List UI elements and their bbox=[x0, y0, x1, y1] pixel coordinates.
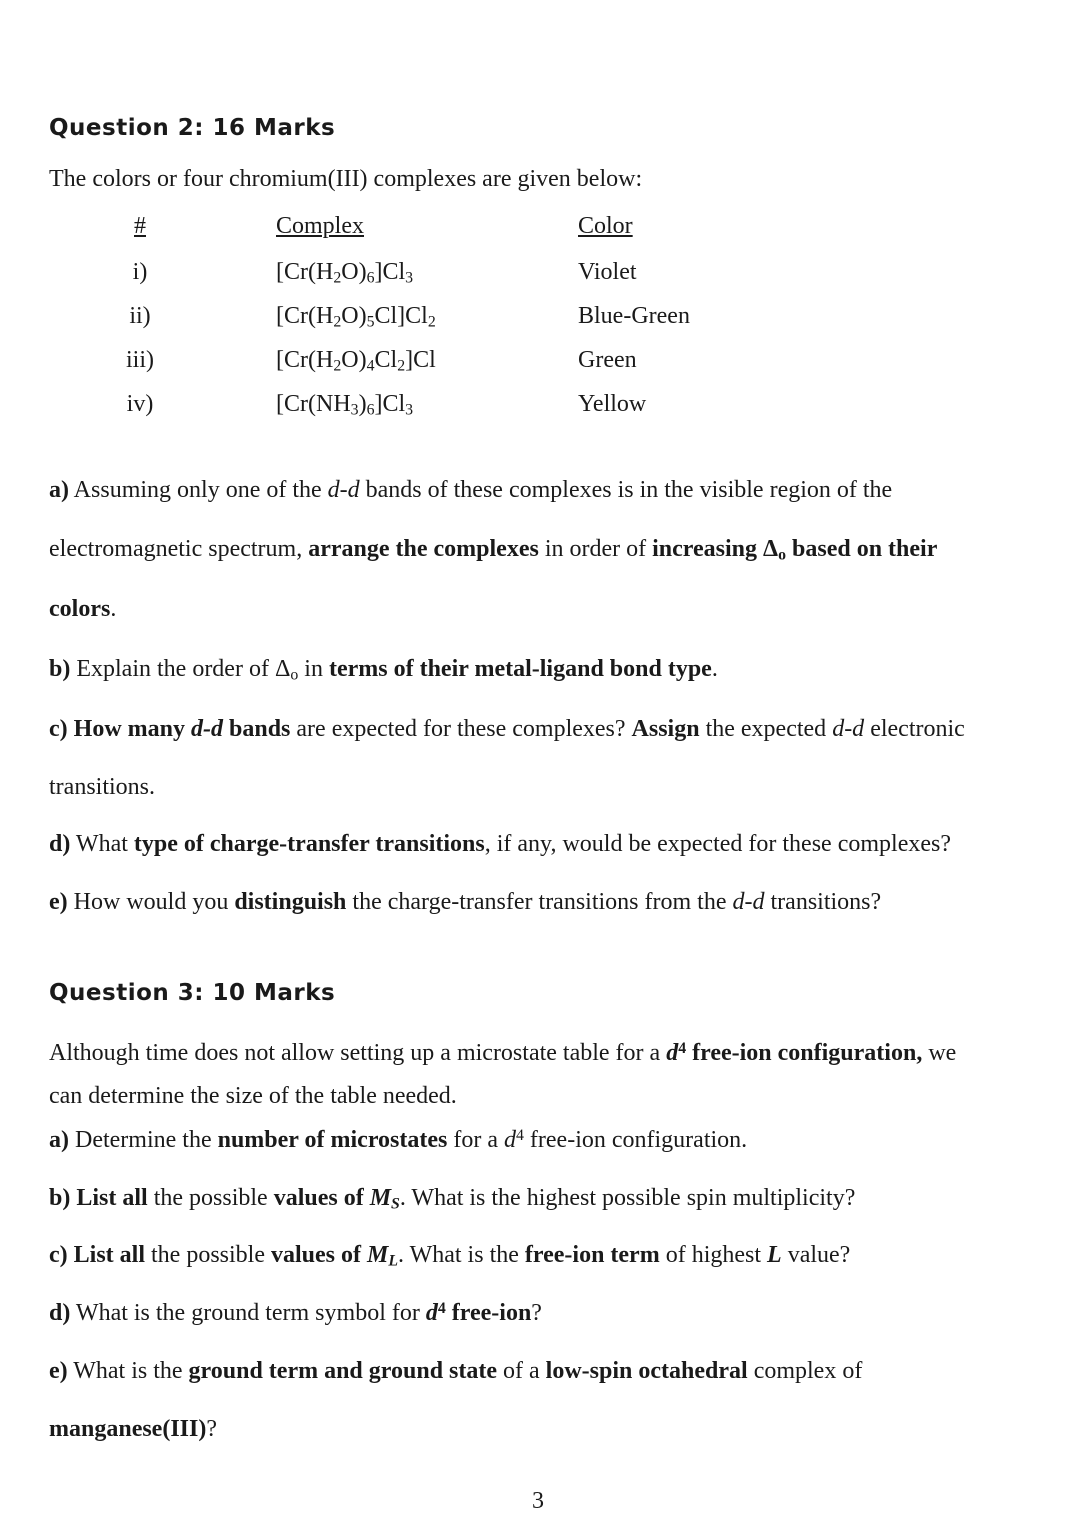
question-2-intro: The colors or four chromium(III) complexes are given below: bbox=[49, 166, 643, 192]
q3-part-b: b) List all the possible values of $M_S$. What is the highest possible spin multiplicity? bbox=[49, 1185, 856, 1213]
table-row-complex: $[Cr(NH_3)_6]Cl_3$ bbox=[276, 391, 414, 419]
question-2-heading: Question 2: 16 Marks bbox=[49, 115, 336, 141]
table-row-number: iii) bbox=[126, 347, 154, 373]
table-row-color: Blue-Green bbox=[578, 303, 690, 329]
table-header-complex: Complex bbox=[276, 213, 364, 239]
q2-part-a-line1: a) Assuming only one of the d-d bands of these complexes is in the visible region of the bbox=[49, 477, 893, 503]
q2-part-a-line3: colors. bbox=[49, 596, 117, 622]
table-row-color: Green bbox=[578, 347, 637, 373]
q2-part-b: b) Explain the order of $\Delta_o$ in terms of their metal-ligand bond type. bbox=[49, 656, 718, 684]
table-row-complex: $[Cr(H_2O)_5Cl]Cl_2$ bbox=[276, 303, 436, 331]
q3-part-d: d) What is the ground term symbol for $d^4$ free-ion? bbox=[49, 1299, 542, 1326]
q3-part-e-line1: e) What is the ground term and ground state of a low-spin octahedral complex of bbox=[49, 1358, 863, 1384]
q3-part-e-line2: manganese(III)? bbox=[49, 1416, 217, 1442]
q2-part-c-line2: transitions. bbox=[49, 774, 155, 800]
question-3-heading: Question 3: 10 Marks bbox=[49, 980, 336, 1006]
table-row-number: iv) bbox=[126, 391, 154, 417]
table-row-number: i) bbox=[132, 259, 148, 285]
page-number: 3 bbox=[532, 1488, 544, 1514]
table-header-number: # bbox=[134, 213, 146, 239]
q2-part-d: d) What type of charge-transfer transitions, if any, would be expected for these complexes? bbox=[49, 831, 951, 857]
q3-intro-line2: can determine the size of the table needed. bbox=[49, 1083, 457, 1109]
q2-part-e: e) How would you distinguish the charge-transfer transitions from the d-d transitions? bbox=[49, 889, 882, 915]
q2-part-c-line1: c) How many d-d bands are expected for these complexes? Assign the expected d-d electronic bbox=[49, 716, 965, 742]
q3-part-c: c) List all the possible values of $M_L$. What is the free-ion term of highest L value? bbox=[49, 1242, 851, 1270]
table-row-complex: $[Cr(H_2O)_4Cl_2]Cl$ bbox=[276, 347, 436, 375]
table-row-color: Violet bbox=[578, 259, 637, 285]
table-row-number: ii) bbox=[129, 303, 151, 329]
table-row-color: Yellow bbox=[578, 391, 647, 417]
q2-part-a-line2: electromagnetic spectrum, arrange the complexes in order of increasing $\Delta_o$ based on their bbox=[49, 536, 938, 564]
table-header-color: Color bbox=[578, 213, 633, 239]
table-row-complex: $[Cr(H_2O)_6]Cl_3$ bbox=[276, 259, 414, 287]
q3-part-a: a) Determine the number of microstates for a $d^4$ free-ion configuration. bbox=[49, 1126, 748, 1153]
q3-intro-line1: Although time does not allow setting up a microstate table for a $d^4$ free-ion configuration, we bbox=[49, 1039, 957, 1066]
